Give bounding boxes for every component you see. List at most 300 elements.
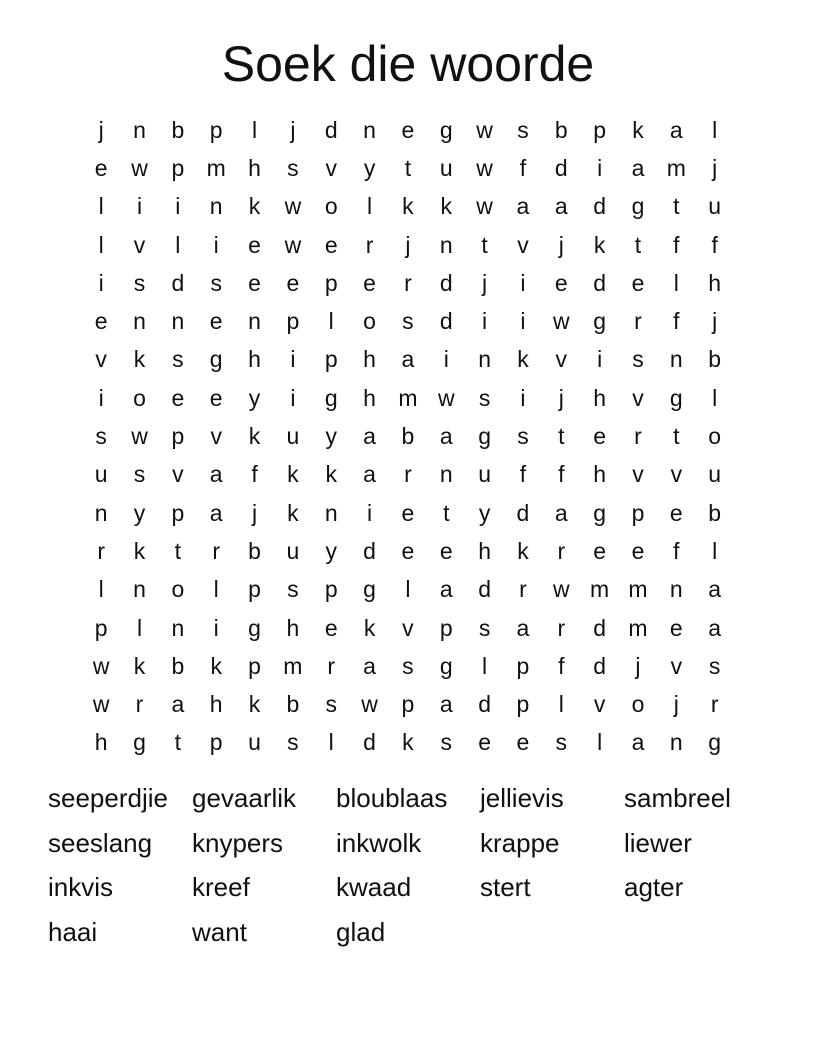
grid-letter: r bbox=[135, 691, 144, 718]
grid-letter: a bbox=[554, 193, 568, 220]
grid-letter: m bbox=[590, 576, 610, 603]
grid-letter: u bbox=[708, 193, 722, 220]
grid-letter: s bbox=[478, 384, 491, 411]
grid-letter: e bbox=[593, 423, 607, 450]
grid-letter: r bbox=[327, 652, 336, 679]
grid-letter: p bbox=[248, 576, 261, 603]
grid-letter: s bbox=[402, 308, 414, 335]
grid-letter: k bbox=[517, 537, 529, 564]
grid-letter: g bbox=[708, 729, 722, 756]
grid-letter: f bbox=[251, 461, 258, 488]
grid-letter: d bbox=[439, 308, 453, 335]
grid-letter: s bbox=[210, 269, 222, 296]
grid-letter: k bbox=[593, 231, 606, 258]
grid-letter: p bbox=[439, 614, 453, 641]
grid-letter: j bbox=[712, 154, 718, 181]
grid-letter: a bbox=[439, 691, 453, 718]
grid-letter: v bbox=[210, 423, 222, 450]
grid-letter: u bbox=[478, 461, 491, 488]
grid-letter: k bbox=[248, 193, 261, 220]
grid-letter: t bbox=[174, 537, 182, 564]
grid-letter: k bbox=[210, 652, 222, 679]
grid-letter: i bbox=[520, 269, 526, 296]
grid-letter: s bbox=[133, 269, 146, 296]
grid-letter: n bbox=[439, 461, 453, 488]
grid-letter: d bbox=[363, 537, 376, 564]
grid-letter: n bbox=[248, 308, 261, 335]
grid-letter: s bbox=[287, 729, 299, 756]
grid-letter: p bbox=[593, 116, 607, 143]
grid-letter: d bbox=[478, 691, 491, 718]
grid-letter: b bbox=[248, 537, 261, 564]
grid-letter: e bbox=[478, 729, 491, 756]
grid-letter: n bbox=[669, 576, 683, 603]
grid-letter: h bbox=[248, 154, 261, 181]
grid-letter: k bbox=[363, 614, 376, 641]
grid-letter: m bbox=[206, 154, 226, 181]
grid-letter: u bbox=[286, 423, 300, 450]
grid-letter: e bbox=[593, 537, 607, 564]
grid-letter: p bbox=[209, 729, 223, 756]
grid-letter: h bbox=[593, 461, 607, 488]
grid-letter: w bbox=[476, 154, 493, 181]
word-list-item: inkwolk bbox=[336, 827, 422, 858]
grid-letter: h bbox=[593, 384, 607, 411]
grid-letter: a bbox=[209, 499, 223, 526]
grid-letter: e bbox=[401, 499, 415, 526]
grid-letter: p bbox=[401, 691, 415, 718]
grid-letter: p bbox=[631, 499, 645, 526]
grid-letter: v bbox=[670, 652, 683, 679]
grid-letter: b bbox=[708, 499, 722, 526]
grid-letter: r bbox=[212, 537, 221, 564]
grid-letter: h bbox=[209, 691, 223, 718]
grid-letter: g bbox=[209, 346, 223, 373]
grid-letter: e bbox=[324, 614, 338, 641]
grid-letter: v bbox=[172, 461, 184, 488]
grid-letter: j bbox=[290, 116, 296, 143]
grid-letter: j bbox=[251, 499, 258, 526]
grid-letter: l bbox=[251, 116, 258, 143]
grid-letter: i bbox=[597, 154, 603, 181]
grid-letter: a bbox=[209, 461, 223, 488]
grid-letter: a bbox=[708, 614, 722, 641]
grid-letter: e bbox=[324, 231, 338, 258]
grid-letter: f bbox=[519, 154, 527, 181]
grid-letter: l bbox=[558, 691, 564, 718]
grid-letter: n bbox=[171, 614, 185, 641]
grid-letter: a bbox=[401, 346, 415, 373]
grid-letter: p bbox=[171, 499, 185, 526]
grid-letter: h bbox=[248, 346, 261, 373]
grid-letter: p bbox=[248, 652, 261, 679]
grid-letter: n bbox=[133, 308, 146, 335]
grid-letter: t bbox=[673, 423, 680, 450]
grid-letter: l bbox=[98, 193, 104, 220]
grid-letter: k bbox=[133, 652, 146, 679]
word-list-item: stert bbox=[480, 872, 531, 903]
grid-letter: f bbox=[673, 308, 680, 335]
grid-letter: t bbox=[634, 231, 642, 258]
grid-letter: e bbox=[631, 537, 645, 564]
grid-letter: g bbox=[593, 308, 607, 335]
grid-letter: r bbox=[404, 269, 412, 296]
grid-letter: y bbox=[325, 423, 337, 450]
grid-letter: a bbox=[439, 576, 453, 603]
grid-letter: s bbox=[708, 652, 721, 679]
grid-letter: e bbox=[248, 269, 261, 296]
grid-letter: y bbox=[325, 537, 337, 564]
grid-letter: m bbox=[283, 652, 303, 679]
grid-letter: g bbox=[478, 423, 491, 450]
grid-letter: l bbox=[328, 308, 334, 335]
grid-letter: i bbox=[367, 499, 373, 526]
grid-letter: l bbox=[712, 384, 718, 411]
grid-letter: l bbox=[98, 231, 104, 258]
grid-letter: l bbox=[213, 576, 219, 603]
grid-letter: a bbox=[516, 193, 530, 220]
grid-letter: n bbox=[439, 231, 453, 258]
grid-letter: d bbox=[439, 269, 453, 296]
grid-letter: a bbox=[669, 116, 683, 143]
grid-letter: d bbox=[363, 729, 376, 756]
grid-letter: y bbox=[248, 384, 261, 411]
grid-letter: s bbox=[517, 116, 529, 143]
grid-letter: b bbox=[554, 116, 568, 143]
grid-letter: e bbox=[439, 537, 453, 564]
grid-letter: s bbox=[287, 154, 299, 181]
grid-letter: w bbox=[284, 193, 302, 220]
grid-letter: n bbox=[669, 346, 683, 373]
grid-letter: v bbox=[95, 346, 107, 373]
grid-letter: m bbox=[628, 614, 648, 641]
grid-letter: e bbox=[286, 269, 300, 296]
grid-letter: w bbox=[131, 154, 148, 181]
grid-letter: l bbox=[136, 614, 143, 641]
grid-letter: t bbox=[481, 231, 488, 258]
grid-letter: d bbox=[171, 269, 185, 296]
grid-letter: e bbox=[554, 269, 568, 296]
grid-letter: g bbox=[439, 652, 453, 679]
grid-letter: h bbox=[94, 729, 108, 756]
grid-letter: f bbox=[673, 537, 680, 564]
grid-letter: h bbox=[708, 269, 722, 296]
grid-letter: s bbox=[517, 423, 529, 450]
grid-letter: p bbox=[516, 691, 530, 718]
grid-letter: g bbox=[439, 116, 453, 143]
grid-letter: g bbox=[363, 576, 376, 603]
grid-letter: i bbox=[597, 346, 603, 373]
grid-letter: l bbox=[405, 576, 411, 603]
grid-letter: a bbox=[171, 691, 185, 718]
word-list-item: krappe bbox=[480, 827, 560, 858]
grid-letter: i bbox=[290, 384, 296, 411]
grid-letter: u bbox=[286, 537, 300, 564]
grid-letter: r bbox=[557, 614, 566, 641]
grid-letter: p bbox=[286, 308, 300, 335]
grid-letter: f bbox=[558, 461, 565, 488]
grid-letter: w bbox=[361, 691, 378, 718]
grid-letter: j bbox=[712, 308, 718, 335]
word-list-item: kreef bbox=[192, 872, 250, 903]
grid-letter: p bbox=[516, 652, 530, 679]
grid-letter: d bbox=[554, 154, 568, 181]
grid-letter: p bbox=[324, 576, 338, 603]
grid-letter: e bbox=[248, 231, 261, 258]
grid-letter: d bbox=[593, 269, 607, 296]
grid-letter: k bbox=[402, 729, 414, 756]
grid-letter: b bbox=[401, 423, 415, 450]
grid-letter: a bbox=[631, 729, 645, 756]
grid-letter: k bbox=[517, 346, 529, 373]
grid-letter: g bbox=[133, 729, 146, 756]
grid-letter: s bbox=[478, 614, 491, 641]
grid-letter: a bbox=[631, 154, 645, 181]
grid-letter: j bbox=[98, 116, 104, 143]
grid-letter: y bbox=[478, 499, 491, 526]
grid-letter: f bbox=[558, 652, 565, 679]
grid-letter: k bbox=[402, 193, 414, 220]
grid-letter: n bbox=[209, 193, 223, 220]
grid-letter: k bbox=[287, 499, 299, 526]
grid-letter: n bbox=[133, 576, 146, 603]
grid-letter: n bbox=[363, 116, 376, 143]
grid-letter: v bbox=[517, 231, 529, 258]
grid-letter: e bbox=[669, 614, 683, 641]
grid-letter: h bbox=[478, 537, 491, 564]
word-list-item: want bbox=[192, 917, 247, 948]
grid-letter: b bbox=[171, 652, 185, 679]
grid-letter: a bbox=[363, 423, 376, 450]
grid-letter: s bbox=[172, 346, 184, 373]
grid-letter: n bbox=[324, 499, 338, 526]
grid-letter: e bbox=[631, 269, 645, 296]
grid-letter: t bbox=[174, 729, 182, 756]
letter-grid bbox=[82, 111, 734, 762]
grid-letter: a bbox=[439, 423, 453, 450]
grid-letter: r bbox=[404, 461, 412, 488]
grid-letter: i bbox=[213, 614, 219, 641]
grid-letter: b bbox=[286, 691, 300, 718]
grid-letter: a bbox=[708, 576, 722, 603]
grid-letter: w bbox=[476, 116, 493, 143]
grid-letter: k bbox=[287, 461, 299, 488]
grid-letter: h bbox=[286, 614, 300, 641]
grid-letter: y bbox=[133, 499, 146, 526]
grid-letter: e bbox=[171, 384, 185, 411]
grid-letter: s bbox=[325, 691, 337, 718]
grid-letter: l bbox=[367, 193, 373, 220]
grid-letter: f bbox=[711, 231, 718, 258]
grid-letter: l bbox=[597, 729, 603, 756]
grid-letter: l bbox=[482, 652, 488, 679]
grid-letter: j bbox=[635, 652, 641, 679]
grid-letter: h bbox=[363, 346, 376, 373]
grid-letter: i bbox=[520, 308, 526, 335]
grid-letter: n bbox=[94, 499, 108, 526]
grid-letter: m bbox=[398, 384, 418, 411]
grid-letter: b bbox=[708, 346, 722, 373]
grid-letter: i bbox=[482, 308, 488, 335]
grid-letter: k bbox=[632, 116, 644, 143]
grid-letter: s bbox=[555, 729, 568, 756]
grid-letter: t bbox=[558, 423, 565, 450]
grid-letter: w bbox=[284, 231, 302, 258]
grid-letter: p bbox=[324, 269, 338, 296]
grid-letter: w bbox=[552, 576, 570, 603]
grid-letter: j bbox=[405, 231, 411, 258]
grid-letter: p bbox=[171, 423, 185, 450]
grid-letter: w bbox=[437, 384, 455, 411]
grid-letter: i bbox=[290, 346, 296, 373]
grid-letter: g bbox=[324, 384, 338, 411]
grid-letter: n bbox=[171, 308, 185, 335]
grid-letter: s bbox=[287, 576, 299, 603]
grid-letter: s bbox=[133, 461, 146, 488]
grid-letter: i bbox=[175, 193, 181, 220]
grid-letter: g bbox=[669, 384, 683, 411]
grid-letter: l bbox=[712, 116, 718, 143]
grid-letter: o bbox=[708, 423, 722, 450]
grid-letter: v bbox=[632, 384, 644, 411]
grid-letter: o bbox=[631, 691, 645, 718]
grid-letter: u bbox=[708, 461, 722, 488]
grid-letter: v bbox=[593, 691, 606, 718]
grid-letter: l bbox=[673, 269, 679, 296]
grid-letter: i bbox=[520, 384, 526, 411]
grid-letter: n bbox=[669, 729, 683, 756]
grid-letter: e bbox=[209, 384, 223, 411]
grid-letter: g bbox=[631, 193, 645, 220]
word-list-item: haai bbox=[48, 917, 98, 948]
grid-letter: s bbox=[632, 346, 644, 373]
grid-letter: o bbox=[171, 576, 185, 603]
word-list bbox=[48, 776, 768, 955]
word-list-item: bloublaas bbox=[336, 783, 448, 813]
grid-letter: k bbox=[133, 346, 146, 373]
grid-letter: r bbox=[97, 537, 105, 564]
grid-letter: s bbox=[440, 729, 453, 756]
grid-letter: d bbox=[516, 499, 530, 526]
grid-letter: e bbox=[94, 308, 108, 335]
grid-letter: w bbox=[92, 691, 110, 718]
word-list-item: gevaarlik bbox=[192, 783, 297, 813]
grid-letter: l bbox=[712, 537, 718, 564]
grid-letter: o bbox=[324, 193, 338, 220]
grid-letter: s bbox=[95, 423, 107, 450]
grid-letter: t bbox=[443, 499, 450, 526]
word-list-item: seeperdjie bbox=[48, 783, 168, 813]
grid-letter: o bbox=[363, 308, 376, 335]
grid-letter: u bbox=[439, 154, 453, 181]
grid-letter: p bbox=[324, 346, 338, 373]
grid-letter: i bbox=[213, 231, 219, 258]
grid-letter: m bbox=[628, 576, 648, 603]
grid-letter: p bbox=[171, 154, 185, 181]
grid-letter: w bbox=[552, 308, 570, 335]
word-list-item: knypers bbox=[192, 827, 284, 858]
grid-letter: e bbox=[516, 729, 530, 756]
grid-letter: e bbox=[669, 499, 683, 526]
grid-letter: e bbox=[209, 308, 223, 335]
grid-letter: d bbox=[593, 614, 607, 641]
grid-letter: d bbox=[593, 652, 607, 679]
grid-letter: j bbox=[558, 384, 564, 411]
grid-letter: g bbox=[248, 614, 261, 641]
grid-letter: s bbox=[402, 652, 414, 679]
grid-letter: r bbox=[710, 691, 719, 718]
grid-letter: a bbox=[554, 499, 568, 526]
grid-letter: m bbox=[666, 154, 686, 181]
grid-letter: b bbox=[171, 116, 185, 143]
grid-letter: w bbox=[476, 193, 493, 220]
grid-letter: a bbox=[363, 652, 376, 679]
grid-letter: k bbox=[248, 423, 261, 450]
grid-letter: r bbox=[557, 537, 566, 564]
grid-letter: d bbox=[593, 193, 607, 220]
grid-letter: i bbox=[98, 384, 104, 411]
grid-letter: i bbox=[136, 193, 143, 220]
grid-letter: k bbox=[325, 461, 337, 488]
grid-letter: j bbox=[673, 691, 679, 718]
grid-letter: l bbox=[328, 729, 334, 756]
grid-letter: l bbox=[98, 576, 104, 603]
word-list-item: liewer bbox=[624, 827, 692, 858]
grid-letter: k bbox=[133, 537, 146, 564]
grid-letter: l bbox=[175, 231, 181, 258]
grid-letter: t bbox=[404, 154, 412, 181]
grid-letter: w bbox=[92, 652, 110, 679]
grid-letter: e bbox=[363, 269, 376, 296]
grid-letter: p bbox=[94, 614, 108, 641]
word-list-item: kwaad bbox=[336, 872, 412, 903]
grid-letter: r bbox=[634, 308, 642, 335]
grid-letter: d bbox=[324, 116, 338, 143]
grid-letter: n bbox=[133, 116, 146, 143]
grid-letter: u bbox=[94, 461, 108, 488]
grid-letter: r bbox=[365, 231, 374, 258]
page-title: Soek die woorde bbox=[221, 36, 595, 92]
grid-letter: i bbox=[98, 269, 104, 296]
word-list-item: glad bbox=[336, 917, 386, 948]
grid-letter: a bbox=[516, 614, 530, 641]
grid-letter: v bbox=[632, 461, 644, 488]
grid-letter: w bbox=[131, 423, 148, 450]
grid-letter: d bbox=[478, 576, 491, 603]
grid-letter: u bbox=[248, 729, 261, 756]
word-list-item: seeslang bbox=[48, 827, 153, 858]
grid-letter: v bbox=[133, 231, 146, 258]
grid-letter: f bbox=[673, 231, 680, 258]
grid-letter: k bbox=[248, 691, 261, 718]
grid-letter: v bbox=[325, 154, 337, 181]
grid-letter: y bbox=[363, 154, 376, 181]
word-list-item: agter bbox=[624, 872, 684, 903]
grid-letter: r bbox=[519, 576, 527, 603]
grid-letter: e bbox=[94, 154, 108, 181]
grid-letter: g bbox=[593, 499, 607, 526]
grid-letter: h bbox=[363, 384, 376, 411]
word-list-item: inkvis bbox=[48, 872, 114, 903]
grid-letter: j bbox=[482, 269, 488, 296]
grid-letter: i bbox=[443, 346, 449, 373]
grid-letter: o bbox=[133, 384, 146, 411]
grid-letter: n bbox=[478, 346, 491, 373]
grid-letter: k bbox=[440, 193, 453, 220]
grid-letter: v bbox=[670, 461, 683, 488]
grid-letter: p bbox=[209, 116, 223, 143]
word-list-item: sambreel bbox=[624, 783, 731, 813]
